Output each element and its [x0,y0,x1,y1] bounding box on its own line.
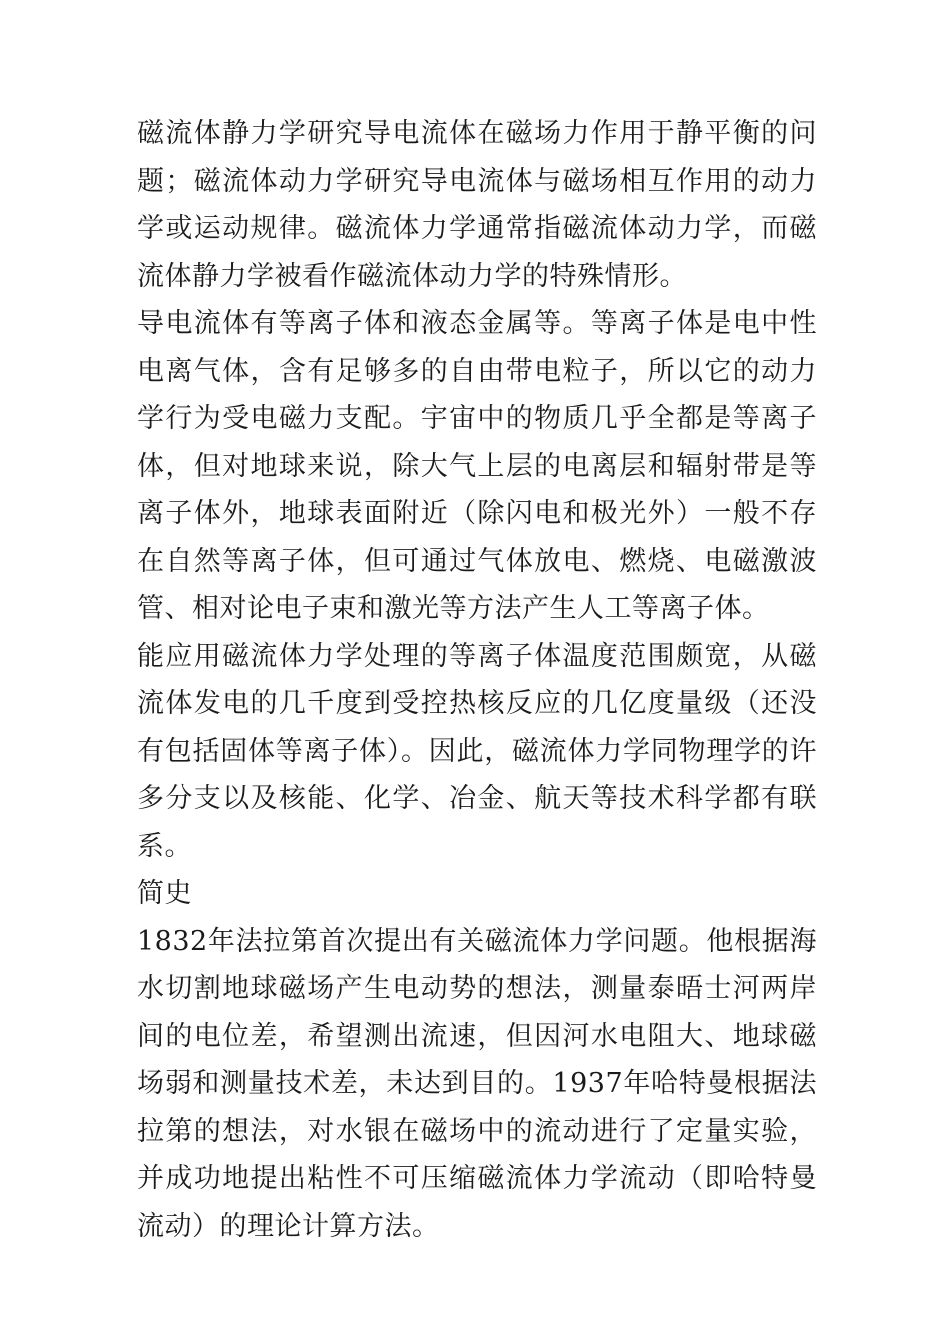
section-heading-history: 简史 [137,878,192,909]
paragraph-conducting-fluids: 导电流体有等离子体和液态金属等。等离子体是电中性电离气体，含有足够多的自由带电粒子，所以它的动力学行为受电磁力支配。宇宙中的物质几乎全都是等离子体，但对地球来说，除大气上层的电离层和辐射带是等离子体外，地球表面附近（除闪电和极光外）一般不存在自然等离子体，但可通过气体放电、燃烧、电磁激波管、相对论电子束和激光等方法产生人工等离子体。 [137,308,817,624]
document-body [137,110,817,1250]
paragraph-mhd-definition: 磁流体静力学研究导电流体在磁场力作用于静平衡的问题；磁流体动力学研究导电流体与磁场相互作用的动力学或运动规律。磁流体力学通常指磁流体动力学，而磁流体静力学被看作磁流体动力学的特殊情形。 [137,118,817,292]
paragraph-history: 1832年法拉第首次提出有关磁流体力学问题。他根据海水切割地球磁场产生电动势的想法，测量泰晤士河两岸间的电位差，希望测出流速，但因河水电阻大、地球磁场弱和测量技术差，未达到目的。1937年哈特曼根据法拉第的想法，对水银在磁场中的流动进行了定量实验，并成功地提出粘性不可压缩磁流体力学流动（即哈特曼流动）的理论计算方法。 [137,925,817,1242]
paragraph-temperature-range: 能应用磁流体力学处理的等离子体温度范围颇宽，从磁流体发电的几千度到受控热核反应的几亿度量级（还没有包括固体等离子体）。因此，磁流体力学同物理学的许多分支以及核能、化学、冶金、航天等技术科学都有联系。 [137,640,817,862]
